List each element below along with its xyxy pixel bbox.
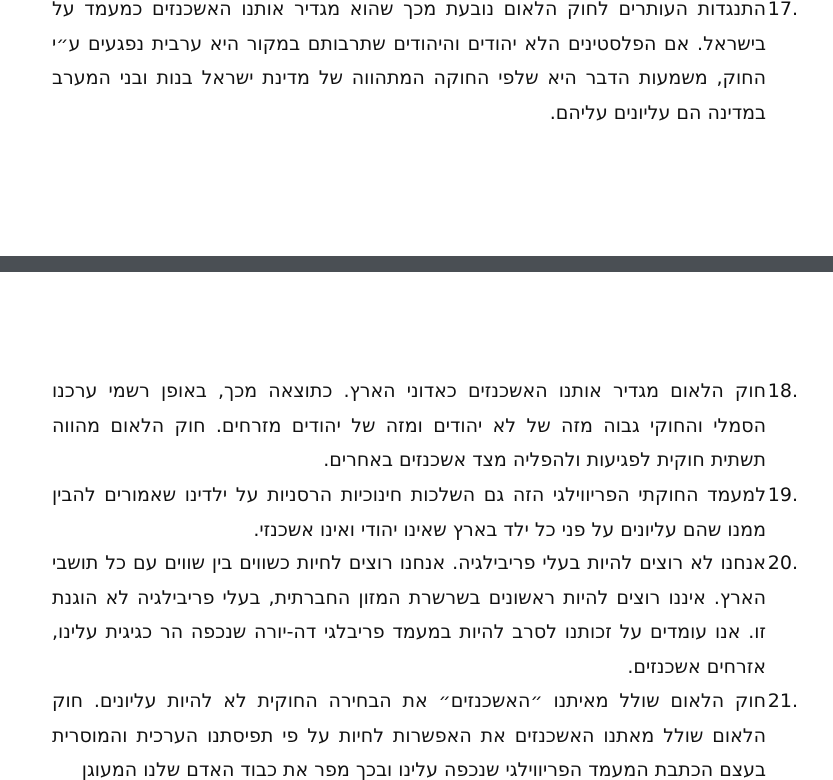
paragraph-number: 18. (767, 380, 798, 402)
paragraph-number: 17. (767, 0, 798, 20)
numbered-paragraph-20 (52, 546, 798, 685)
paragraph-number: 20. (767, 552, 798, 574)
numbered-paragraph-18 (52, 374, 798, 478)
paragraph-text: חוק הלאום שולל מאיתנו ״האשכנזים״ את הבחירה החוקית לא להיות עליונים. חוק הלאום שולל מאתנו האשכנזים את האפשרות לחיות על פי תפיסתנו הערכית והמוסרית בעצם הכתבת המעמד הפריווילגי שנכפה עלינו ובכך מפר את כבוד האדם שלנו המעוגן (52, 690, 766, 780)
numbered-paragraph-17 (52, 0, 798, 131)
page-separator (0, 256, 833, 272)
document-page-top (0, 0, 833, 256)
numbered-paragraph-21 (52, 684, 798, 780)
numbered-paragraph-19 (52, 478, 798, 547)
paragraph-text: למעמד החוקתי הפריווילגי הזה גם השלכות חינוכיות הרסניות על ילדינו שאמורים להבין ממנו שהם עליונים על פני כל ילד בארץ שאינו יהודי ואינו אשכנזי. (52, 484, 766, 541)
paragraph-text: התנגדות העותרים לחוק הלאום נובעת מכך שהוא מגדיר אותנו האשכנזים כמעמד על בישראל. אם הפלסטינים הלא יהודים והיהודים שתרבותם במקור היא ערבית נפגעים ע״י החוק, משמעות הדבר היא שלפי החוקה המתהווה של מדינת ישראל בנות ובני המערב במדינה הם עליונים עליהם. (52, 0, 766, 125)
document-page-bottom (0, 272, 833, 780)
paragraph-number: 21. (767, 690, 798, 712)
paragraph-text: אנחנו לא רוצים להיות בעלי פריבילגיה. אנחנו רוצים לחיות כשווים בין שווים עם כל תושבי הארץ. איננו רוצים להיות ראשונים בשרשרת המזון החברתית, בעלי פריבילגיה לא הוגנת זו. אנו עומדים על זכותנו לסרב להיות במעמד פריבלגי דה-יורה שנכפה הר כגיגית עלינו, אזרחים אשכנזים. (52, 552, 766, 679)
paragraph-text: חוק הלאום מגדיר אותנו האשכנזים כאדוני הארץ. כתוצאה מכך, באופן רשמי ערכנו הסמלי והחוקי גבוה מזה של לא יהודים ומזה של יהודים מזרחים. חוק הלאום מהווה תשתית חוקית לפגיעות ולהפליה מצד אשכנזים באחרים. (52, 380, 766, 472)
paragraph-number: 19. (767, 484, 798, 506)
